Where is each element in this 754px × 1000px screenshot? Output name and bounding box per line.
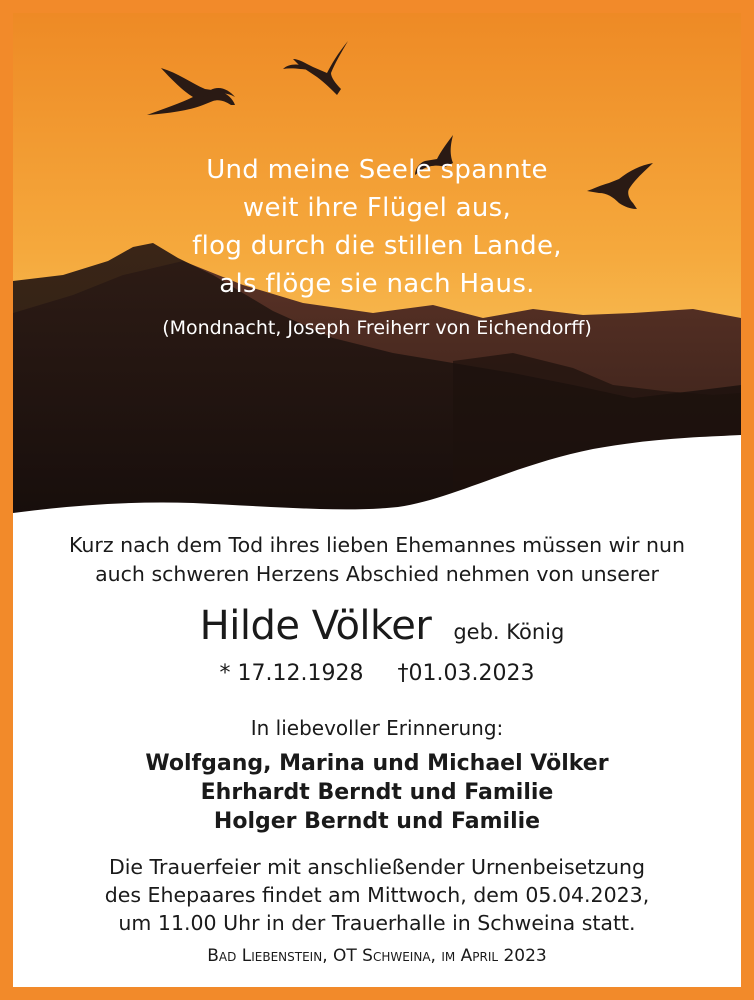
deceased-name-row bbox=[5, 603, 754, 649]
service-info bbox=[0, 853, 754, 937]
service-line: Die Trauerfeier mit anschließender Urnenbeisetzung bbox=[108, 855, 646, 879]
quote-line: als flöge sie nach Haus. bbox=[219, 269, 535, 299]
death-date: †01.03.2023 bbox=[397, 661, 535, 686]
place-and-date: Bad Liebenstein, OT Schweina, im April 2023 bbox=[207, 946, 547, 966]
service-line: um 11.00 Uhr in der Trauerhalle in Schweina statt. bbox=[118, 911, 636, 935]
life-dates bbox=[0, 661, 754, 686]
mourner-line: Holger Berndt und Familie bbox=[213, 809, 541, 834]
mourner-line: Ehrhardt Berndt und Familie bbox=[200, 780, 554, 805]
quote-line: flog durch die stillen Lande, bbox=[192, 231, 562, 261]
birth-name: geb. König bbox=[453, 620, 565, 644]
remembrance-heading: In liebevoller Erinnerung: bbox=[250, 716, 504, 740]
quote-source: (Mondnacht, Joseph Freiherr von Eichendorff) bbox=[162, 317, 592, 339]
mourners-list bbox=[0, 749, 754, 836]
intro-text bbox=[0, 531, 754, 589]
birth-date: * 17.12.1928 bbox=[219, 661, 364, 686]
intro-line: auch schweren Herzens Abschied nehmen von unserer bbox=[95, 562, 659, 586]
service-line: des Ehepaares findet am Mittwoch, dem 05.04.2023, bbox=[104, 883, 650, 907]
quote-line: weit ihre Flügel aus, bbox=[242, 193, 512, 223]
poem-quote bbox=[0, 151, 754, 341]
intro-line: Kurz nach dem Tod ihres lieben Ehemannes müssen wir nun bbox=[68, 533, 685, 557]
quote-line: Und meine Seele spannte bbox=[206, 155, 548, 185]
deceased-name: Hilde Völker bbox=[199, 603, 432, 649]
mourner-line: Wolfgang, Marina und Michael Völker bbox=[145, 751, 609, 776]
